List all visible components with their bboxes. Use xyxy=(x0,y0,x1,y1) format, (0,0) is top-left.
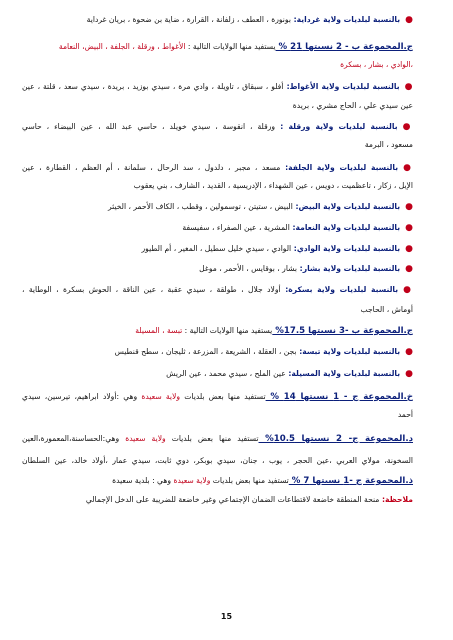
bullet-icon: ● xyxy=(405,244,413,254)
line-text: البيض ، ستيتن ، توسمولين ، وقطب ، الكاف الأحمر ، الخيثر xyxy=(107,202,293,211)
line-text: تستفيد منها بعض بلديات xyxy=(210,476,289,485)
highlight-text: ولاية سعيدة xyxy=(171,476,211,485)
line-tail-text: وهي : بلدية سعيدة xyxy=(112,476,172,485)
group-heading: د.المجموعة ج- 2 نسبتها 10.5% xyxy=(258,434,413,444)
text-line xyxy=(22,180,413,191)
highlight-text: تبسة ، المسيلة xyxy=(135,326,183,335)
section-heading-line xyxy=(22,475,413,487)
line-text: عين سيدي علي ، الحاج مشري ، بريدة xyxy=(292,101,413,110)
bullet-icon: ● xyxy=(403,163,413,173)
section-heading-line xyxy=(22,391,413,403)
line-text: الوادي ، سيدي خليل سطيل ، المغير ، أم الطيور xyxy=(141,244,292,253)
group-heading: ج.المجموعة ب -3 نسبتها 17.5% xyxy=(272,326,413,336)
line-tail-text: وهي :أولاد ابراهيم، تيرسين، سيدي xyxy=(22,392,138,401)
text-line xyxy=(22,304,413,315)
municipality-label: بالنسبة لبلديات ولاية الوادي: xyxy=(291,244,401,253)
bullet-line xyxy=(22,81,413,93)
line-text: بونورة ، العطف ، زلفانة ، القرارة ، ضاية بن ضحوة ، بريان غرداية xyxy=(86,15,291,24)
bullet-icon: ● xyxy=(405,264,413,274)
line-text: بجن ، العقلة ، الشريعة ، المزرعة ، ثليجان ، سطح قنطيس xyxy=(114,347,297,356)
bullet-line xyxy=(22,201,413,213)
line-text: مسعد ، مجبر ، دلدول ، سد الرحال ، سلمانة ، أم العظم ، القطارة ، عين xyxy=(22,163,281,172)
bullet-line xyxy=(22,222,413,234)
bullet-line xyxy=(22,346,413,358)
line-text: تستفيد منها بعض بلديات xyxy=(180,392,266,401)
line-text: الإبل ، زكار ، تاعظميت ، دويس ، عين الشهداء ، الإدريسية ، القديد ، الشارف ، بني يعقوب xyxy=(133,181,413,190)
highlight-text: الأغواط ، ورقلة ، الجلفة ، البيض، النعامة xyxy=(58,42,186,51)
line-text: أحمد xyxy=(397,410,413,419)
bullet-icon: ● xyxy=(404,82,413,92)
group-heading: خ.المجموعة ج - 1 نسبتها 14 % xyxy=(265,392,413,402)
text-line xyxy=(22,59,413,70)
bullet-icon: ● xyxy=(405,202,413,212)
bullet-line xyxy=(22,14,413,26)
line-text: عين الملح ، سيدي محمد ، عين الريش xyxy=(166,369,286,378)
municipality-label: بالنسبة لبلديات ولاية تبسة: xyxy=(296,347,401,356)
group-heading: ج.المجموعة ب - 2 نسبتها 21 % xyxy=(275,42,413,52)
bullet-icon: ● xyxy=(405,15,413,25)
municipality-label: بالنسبة لبلديات ولاية النعامة: xyxy=(289,223,401,232)
page-number: 15 xyxy=(220,612,233,621)
municipality-label: بالنسبة لبلديات ولاية البيض: xyxy=(292,202,401,211)
municipality-label: بالنسبة لبلديات ولاية الأغواط: xyxy=(283,82,400,91)
line-text: يستفيد منها الولايات التالية : xyxy=(185,42,276,51)
municipality-label: بالنسبة لبلديات ولاية غرداية: xyxy=(290,15,401,24)
municipality-label: بالنسبة لبلديات ولاية بشار: xyxy=(297,264,401,273)
line-text: يستفيد منها الولايات التالية : xyxy=(182,326,273,335)
line-tail-text: وهي:الحساسنة،المعمورة،العين xyxy=(22,434,120,443)
line-text: أفلو ، سبقاق ، تاويلة ، وادي مرة ، سيدي بوزيد ، بريدة ، سيدي سعد ، قلتة ، عين xyxy=(22,82,284,91)
line-text: أوماش ، الحاجب xyxy=(360,305,413,314)
highlight-text: ،الوادي ، بشار ، بسكرة xyxy=(340,60,413,69)
bullet-icon: ● xyxy=(405,369,413,379)
bullet-line xyxy=(22,243,413,255)
municipality-label: بالنسبة لبلديات ولاية ورقلة : xyxy=(275,122,398,131)
bullet-icon: ● xyxy=(402,122,413,132)
line-text: منحة المنطقة خاضعة لاقتطاعات الضمان الإجتماعي وغير خاضعة للضريبة على الدخل الإجمالي xyxy=(85,495,380,504)
text-line xyxy=(22,494,413,505)
section-heading-line xyxy=(22,41,413,53)
bullet-line xyxy=(22,368,413,380)
highlight-text: ولاية سعيدة xyxy=(137,392,181,401)
line-text: بشار ، بوقايس ، الأحمر ، موغل xyxy=(199,264,298,273)
text-line xyxy=(22,409,413,420)
line-text: تستفيد منها بعض بلديات xyxy=(165,434,259,443)
group-heading: ذ.المجموعة ج -1 نسبتها 7 % xyxy=(288,476,413,486)
line-text: أولاد جلال ، طولقة ، سيدي عقبة ، عين الناقة ، الحوش بسكرة ، الوطاية ، xyxy=(22,285,281,294)
bullet-line xyxy=(22,162,413,174)
text-line xyxy=(22,139,413,150)
section-heading-line xyxy=(22,433,413,445)
line-text: السخونة، مولاي العربي ،عين الحجر ، يوب ، جنان، سيدي بوبكر، دوي ثابت، سيدي عمار ،أولاد خالد، عين السلطان xyxy=(22,456,413,465)
bullet-line xyxy=(22,263,413,275)
bullet-icon: ● xyxy=(405,347,413,357)
bullet-line xyxy=(22,121,413,133)
text-line xyxy=(22,455,413,466)
bullet-icon: ● xyxy=(403,285,413,295)
municipality-label: بالنسبة لبلديات ولاية المسيلة: xyxy=(285,369,401,378)
line-text: ورقلة ، انقوسة ، سيدي خويلد ، حاسي عبد الله ، عين البيضاء ، حاسي xyxy=(22,122,276,131)
bullet-line xyxy=(22,284,413,296)
highlight-text: ولاية سعيدة xyxy=(119,434,166,443)
section-heading-line xyxy=(22,325,413,337)
bullet-icon: ● xyxy=(405,223,413,233)
line-text: مسعود ، البرمة xyxy=(364,140,413,149)
municipality-label: بالنسبة لبلديات ولاية بسكرة: xyxy=(280,285,399,294)
note-label: ملاحظة: xyxy=(379,495,413,504)
municipality-label: بالنسبة لبلديات ولاية الجلفة: xyxy=(280,163,399,172)
text-line xyxy=(22,100,413,111)
line-text: المشرية ، عين الصفراء ، سفيسفة xyxy=(182,223,290,232)
